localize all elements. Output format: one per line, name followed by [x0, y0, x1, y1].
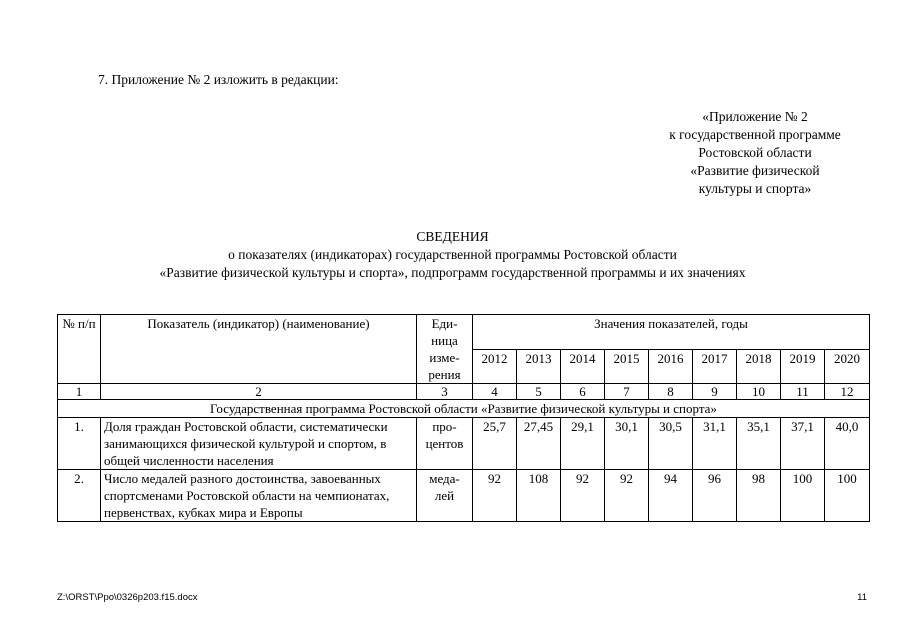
- column-number: 8: [649, 384, 693, 400]
- row-value: 29,1: [561, 418, 605, 470]
- row-unit: про-центов: [417, 418, 473, 470]
- column-number-row: [58, 384, 870, 400]
- row-value: 94: [649, 470, 693, 522]
- header-year: 2016: [649, 349, 693, 384]
- column-number: 10: [737, 384, 781, 400]
- appendix-line: «Приложение № 2: [702, 109, 808, 124]
- header-year: 2019: [781, 349, 825, 384]
- column-number: 12: [825, 384, 870, 400]
- appendix-reference: [620, 108, 890, 198]
- row-value: 27,45: [517, 418, 561, 470]
- appendix-line: культуры и спорта»: [698, 181, 812, 196]
- row-value: 30,1: [605, 418, 649, 470]
- row-value: 37,1: [781, 418, 825, 470]
- header-unit: Еди-ница изме-рения: [417, 315, 473, 384]
- row-value: 92: [473, 470, 517, 522]
- row-value: 100: [825, 470, 870, 522]
- column-number: 2: [101, 384, 417, 400]
- row-num: 2.: [58, 470, 101, 522]
- row-indicator-name: Доля граждан Ростовской области, систематически занимающихся физической культурой и спортом, в общей численности населения: [101, 418, 417, 470]
- header-year: 2017: [693, 349, 737, 384]
- table-row: [58, 418, 870, 470]
- row-value: 40,0: [825, 418, 870, 470]
- row-value: 92: [561, 470, 605, 522]
- header-indicator: Показатель (индикатор) (наименование): [101, 315, 417, 384]
- header-num: № п/п: [58, 315, 101, 384]
- header-year: 2014: [561, 349, 605, 384]
- row-value: 35,1: [737, 418, 781, 470]
- row-value: 108: [517, 470, 561, 522]
- row-value: 92: [605, 470, 649, 522]
- row-indicator-name: Число медалей разного достоинства, завоеванных спортсменами Ростовской области на чемпионатах, первенствах, кубках мира и Европы: [101, 470, 417, 522]
- row-unit: меда-лей: [417, 470, 473, 522]
- row-value: 25,7: [473, 418, 517, 470]
- column-number: 5: [517, 384, 561, 400]
- page-number: 11: [857, 592, 867, 603]
- appendix-line: «Развитие физической: [690, 163, 820, 178]
- row-value: 30,5: [649, 418, 693, 470]
- heading-line: «Развитие физической культуры и спорта», подпрограмм государственной программы и их значениях: [159, 265, 746, 280]
- row-value: 31,1: [693, 418, 737, 470]
- header-year: 2015: [605, 349, 649, 384]
- header-values: Значения показателей, годы: [473, 315, 870, 350]
- heading-line: о показателях (индикаторах) государственной программы Ростовской области: [228, 247, 677, 262]
- column-number: 9: [693, 384, 737, 400]
- section-row: [58, 400, 870, 418]
- intro-paragraph: 7. Приложение № 2 изложить в редакции:: [98, 72, 339, 87]
- section-title: Государственная программа Ростовской области «Развитие физической культуры и спорта»: [58, 400, 870, 418]
- column-number: 11: [781, 384, 825, 400]
- header-year: 2013: [517, 349, 561, 384]
- column-number: 6: [561, 384, 605, 400]
- row-value: 98: [737, 470, 781, 522]
- row-value: 100: [781, 470, 825, 522]
- indicators-table: [57, 314, 870, 522]
- column-number: 4: [473, 384, 517, 400]
- table-row: [58, 470, 870, 522]
- column-number: 7: [605, 384, 649, 400]
- footer-file-path: Z:\ORST\Ppo\0326p203.f15.docx: [57, 592, 198, 603]
- column-number: 3: [417, 384, 473, 400]
- column-number: 1: [58, 384, 101, 400]
- header-year: 2018: [737, 349, 781, 384]
- row-num: 1.: [58, 418, 101, 470]
- header-year: 2020: [825, 349, 870, 384]
- header-year: 2012: [473, 349, 517, 384]
- row-value: 96: [693, 470, 737, 522]
- document-heading: [0, 228, 905, 282]
- appendix-line: Ростовской области: [698, 145, 812, 160]
- appendix-line: к государственной программе: [669, 127, 841, 142]
- heading-title: СВЕДЕНИЯ: [416, 229, 489, 244]
